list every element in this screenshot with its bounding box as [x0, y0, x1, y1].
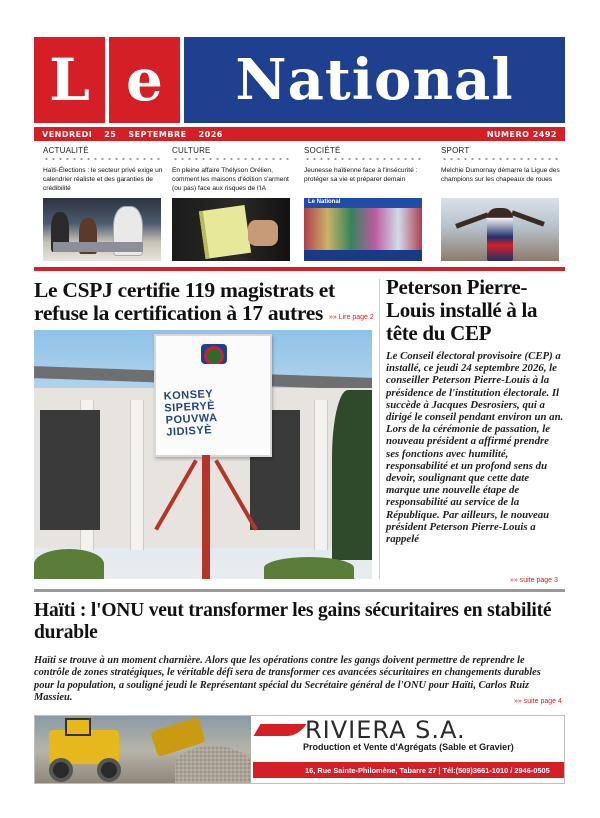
column-divider: [379, 279, 380, 579]
dateline-year: 2026: [198, 129, 223, 139]
court-sign: [154, 334, 272, 457]
dateline-bar: [34, 127, 565, 141]
brand-swoosh-icon: [254, 724, 307, 736]
teaser-societe[interactable]: [304, 146, 430, 205]
teaser-text: Melchie Dumornay démarre la Ligue des champions sur les chapeaux de roues: [441, 167, 560, 183]
sign-text-line2: POUVWA JIDISYÈ: [165, 411, 218, 439]
dateline-date: 25: [104, 129, 117, 139]
dateline-month: SEPTEMBRE: [128, 129, 187, 139]
teaser-image-book: [172, 198, 290, 261]
dotted-divider: [441, 157, 559, 161]
ad-photo-loader: [35, 716, 251, 784]
side-headline[interactable]: Peterson Pierre-Louis installé à la tête du CEP: [386, 275, 538, 345]
issue-number: NUMERO 2492: [486, 129, 557, 139]
ad-brand: RIVIERA S.A.: [305, 716, 466, 744]
teaser-text: Jeunesse haïtienne face à l'insécurité : protéger sa vie et préparer demain: [304, 167, 418, 183]
teaser-image-football: [441, 198, 559, 261]
teaser-actualite[interactable]: [43, 146, 169, 196]
teaser-image-election: [43, 198, 161, 261]
teaser-category: SPORT: [441, 146, 470, 155]
main-headline[interactable]: Le CSPJ certifie 119 magistrats et refuse la certification à 17 autres: [34, 278, 335, 325]
side-story-lead: Le Conseil électoral provisoire (CEP) a installé, ce jeudi 24 septembre 2026, le conseiller Peterson Pierre-Louis à la présidence de l'institution électorale. Il succède à Jacques Desrosiers, qui a dirigé le conseil pendant environ un an. Lors de la cérémonie de passation, le nouveau président a affirmé prendre ses fonctions avec humilité, responsabilité et un profond sens du devoir, soulignant que cette date marque une nouvelle étape de responsabilité au service de la République. Par ailleurs, le nouveau président Peterson Pierre-Louis a rappelé: [386, 350, 564, 546]
third-story-jump-link[interactable]: »» suite page 4: [514, 698, 562, 705]
section-divider: [34, 589, 565, 592]
dateline-day: VENDREDI: [42, 129, 93, 139]
dotted-divider: [304, 157, 422, 161]
teaser-sport[interactable]: [441, 146, 567, 196]
third-story-body: Haïti se trouve à un moment charnière. Alors que les opérations contre les gangs doivent permettre de reprendre le contrôle de zones stratégiques, le véritable défi sera de transformer ces avancées sécuritaires en changements durables pour la population, a souligné jeudi le Représentant spécial du Secrétaire général de l'ONU pour Haïti, Carlos Ruiz Massieu.: [34, 655, 541, 704]
dotted-divider: [172, 157, 290, 161]
masthead: [34, 37, 565, 123]
side-story-jump-link[interactable]: »» suite page 3: [510, 577, 558, 584]
main-story-photo: [34, 330, 372, 579]
dotted-divider: [43, 157, 161, 161]
advertisement-riviera[interactable]: [34, 715, 565, 784]
image-label: Le National: [308, 199, 341, 205]
main-story-jump-link[interactable]: »» Lire page 2: [329, 314, 374, 321]
masthead-letter-l: L: [34, 37, 105, 123]
teaser-text: En pleine affaire Thélyson Orélien, comment les maisons d'édition s'arment (ou pas) face aux risques de l'IA: [172, 167, 289, 192]
teaser-text: Haïti-Élections : le secteur privé exige un calendrier réaliste et des garanties de crédibilité: [43, 167, 163, 192]
haiti-seal-icon: [201, 344, 227, 364]
sign-text-line1: KONSEY SIPERYÈ: [163, 388, 216, 415]
masthead-name: National: [184, 37, 565, 123]
teaser-image-youth: [304, 198, 422, 261]
masthead-letter-e: e: [109, 37, 180, 123]
ad-address: 16, Rue Sainte-Philomène, Tabarre 27 | Tél:(509)3661-1010 / 2946-0505: [253, 762, 565, 778]
teaser-category: SOCIÉTÉ: [304, 146, 341, 155]
third-headline[interactable]: Haïti : l'ONU veut transformer les gains sécuritaires en stabilité durable: [34, 600, 552, 643]
ad-tagline: Production et Vente d'Agrégats (Sable et Gravier): [303, 742, 514, 752]
teaser-category: ACTUALITÉ: [43, 146, 89, 155]
section-divider: [34, 267, 565, 271]
teaser-culture[interactable]: [172, 146, 298, 196]
teaser-category: CULTURE: [172, 146, 211, 155]
